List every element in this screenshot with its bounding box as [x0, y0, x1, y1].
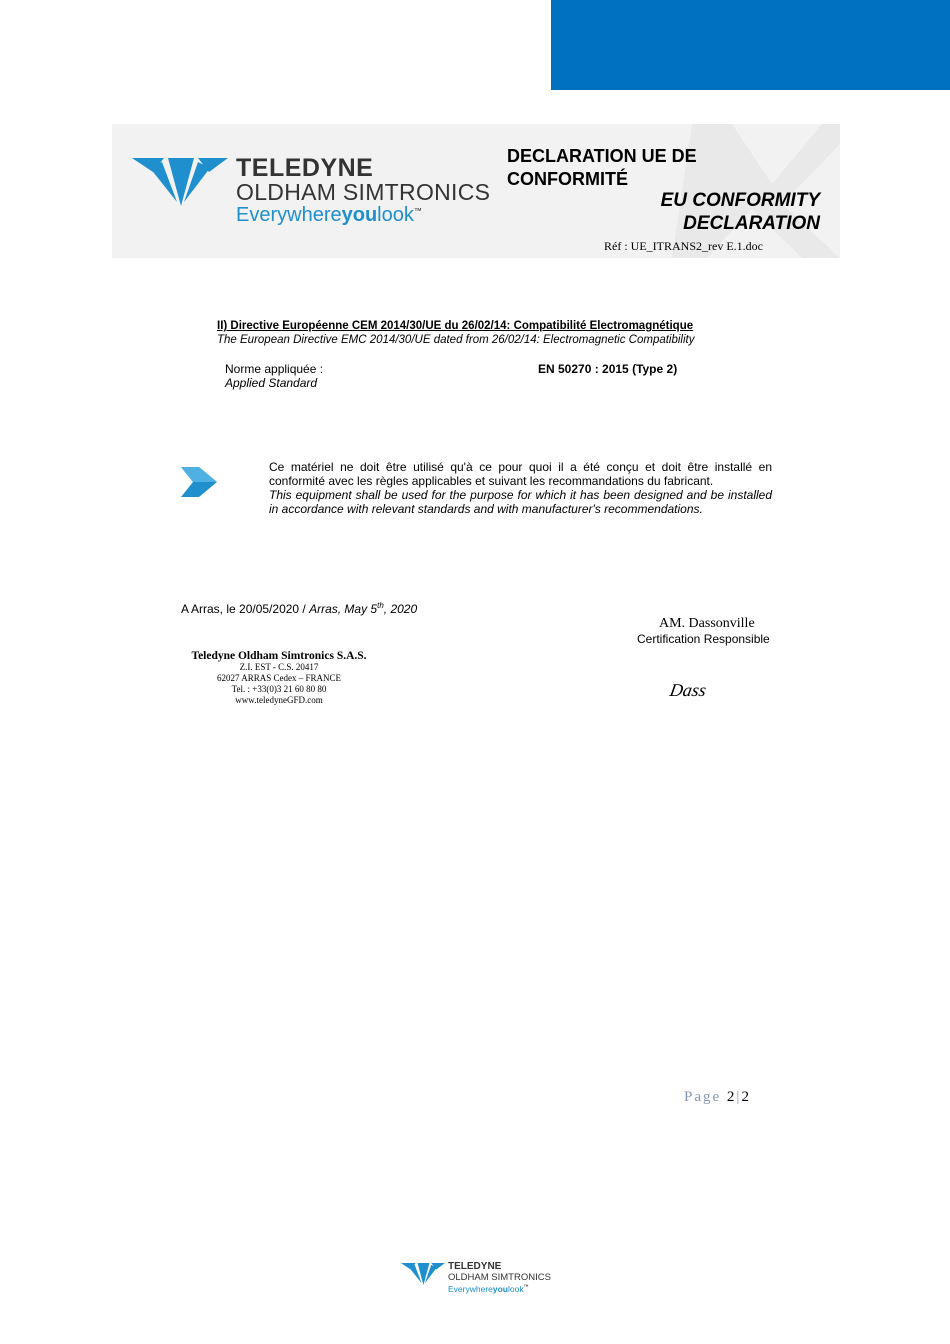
footer-brand-subtitle: OLDHAM SIMTRONICS — [448, 1272, 551, 1283]
company-stamp — [184, 650, 374, 706]
standard-label-fr: Norme appliquée : — [225, 362, 324, 376]
page-current: 2 — [726, 1089, 737, 1105]
brand-tagline — [236, 204, 422, 227]
company-name: Teledyne Oldham Simtronics S.A.S. — [191, 650, 367, 662]
page-total: 2 — [741, 1089, 751, 1105]
notice-text-en: This equipment shall be used for the purpose for which it has been designed and be installed in accordance with relevant standards and with manufacturer's recommendations. — [269, 488, 772, 516]
title-english-line1: EU CONFORMITY — [660, 190, 820, 211]
corner-accent-block — [551, 0, 950, 90]
company-address-2: 62027 ARRAS Cedex – FRANCE — [216, 673, 341, 683]
tagline-trademark: ™ — [413, 206, 422, 216]
document-reference: Réf : UE_ITRANS2_rev E.1.doc — [604, 239, 763, 253]
brand-name: TELEDYNE — [236, 154, 374, 182]
company-website: www.teledyneGFD.com — [235, 695, 323, 705]
notice-text-fr: Ce matériel ne doit être utilisé qu'à ce pour quoi il a été conçu et doit être installé en conformité avec les règles applicables et suivant les recommandations du fabricant. — [269, 460, 772, 488]
directive-title-en: The European Directive EMC 2014/30/UE dated from 26/02/14: Electromagnetic Compatibility — [217, 334, 695, 346]
footer-tagline-look: look — [508, 1284, 524, 1294]
title-french-line1: DECLARATION UE DE — [507, 146, 697, 166]
footer-tagline-you: you — [492, 1284, 509, 1294]
footer-logo-icon — [401, 1263, 445, 1286]
tagline-look: look — [377, 204, 414, 226]
place-date-year: , 2020 — [383, 602, 418, 616]
place-date-en: Arras, May 5 — [309, 602, 378, 616]
page-number — [684, 1089, 751, 1106]
footer-tagline-trademark: ™ — [523, 1284, 529, 1291]
company-phone: Tel. : +33(0)3 21 60 80 80 — [231, 684, 327, 694]
tagline-you: you — [341, 204, 378, 226]
standard-value: EN 50270 : 2015 (Type 2) — [538, 362, 678, 376]
teledyne-logo-icon — [132, 158, 228, 208]
tagline-everywhere: Everywhere — [236, 204, 342, 226]
footer-tagline-everywhere: Everywhere — [448, 1284, 493, 1294]
place-date-sup: th — [377, 601, 384, 610]
footer-tagline — [448, 1284, 529, 1294]
chevron-arrow-icon — [181, 467, 217, 497]
title-french — [507, 145, 697, 191]
signatory-name: AM. Dassonville — [659, 616, 755, 631]
page-label: Page — [684, 1089, 722, 1105]
signatory-role: Certification Responsible — [637, 632, 770, 646]
header-banner — [112, 124, 840, 258]
title-french-line2: CONFORMITÉ — [507, 169, 628, 189]
page-separator: | — [736, 1089, 742, 1105]
footer-brand-name: TELEDYNE — [448, 1261, 502, 1272]
title-english-line2: DECLARATION — [683, 213, 820, 234]
brand-subtitle: OLDHAM SIMTRONICS — [236, 179, 491, 205]
title-english — [661, 189, 820, 235]
company-address-1: Z.I. EST - C.S. 20417 — [239, 662, 319, 672]
directive-title-fr: II) Directive Européenne CEM 2014/30/UE du 26/02/14: Compatibilité Electromagnétique — [217, 320, 694, 332]
place-date — [181, 601, 417, 616]
place-date-fr: A Arras, le 20/05/2020 / — [181, 602, 310, 616]
standard-label-en: Applied Standard — [225, 376, 318, 390]
signature: Dass — [668, 680, 708, 700]
